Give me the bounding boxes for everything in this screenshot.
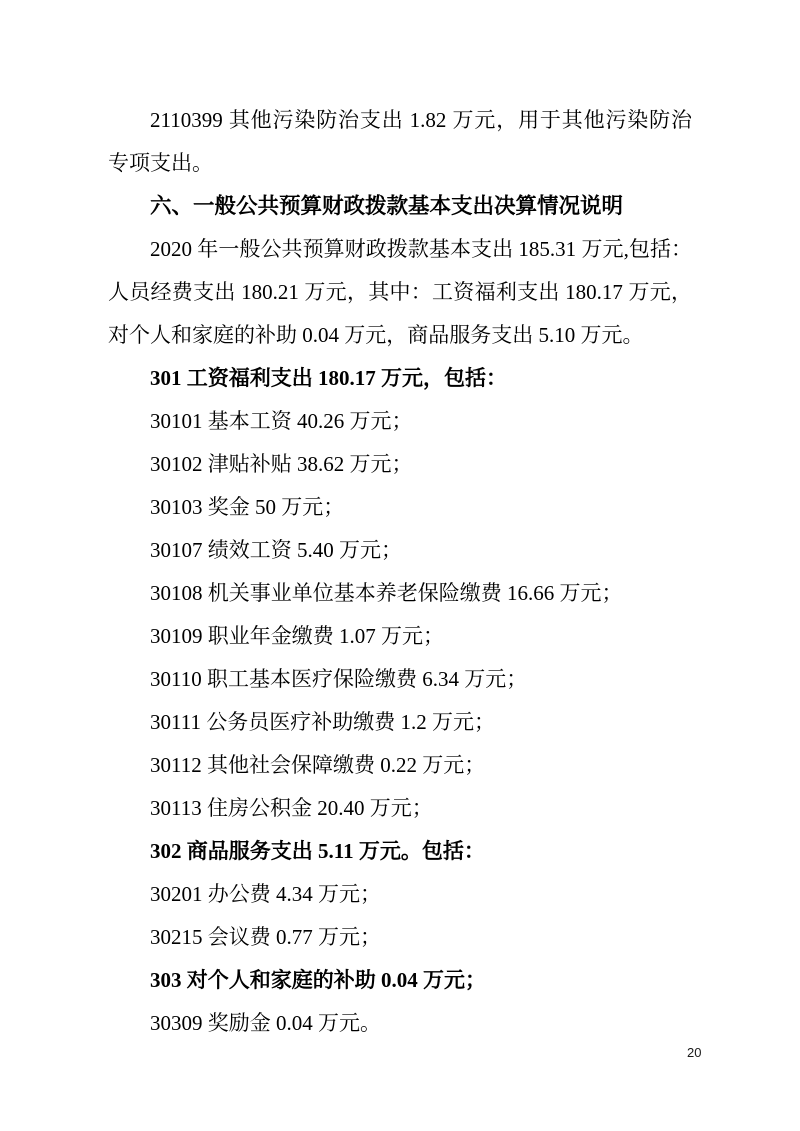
- list-item-30102: 30102 津贴补贴 38.62 万元；: [150, 452, 413, 476]
- list-item-30201: 30201 办公费 4.34 万元；: [150, 882, 381, 906]
- list-item-303: 303 对个人和家庭的补助 0.04 万元；: [150, 968, 486, 992]
- list-item-30309: 30309 奖励金 0.04 万元。: [150, 1011, 381, 1035]
- list-item-30215: 30215 会议费 0.77 万元；: [150, 925, 381, 949]
- list-item-30107: 30107 绩效工资 5.40 万元；: [150, 538, 402, 562]
- paragraph-detail-2110399: 2110399 其他污染防治支出 1.82 万元，用于其他污染防治专项支出。: [108, 108, 692, 175]
- list-item-30111: 30111 公务员医疗补助缴费 1.2 万元；: [150, 710, 495, 734]
- page-number: 20: [687, 1045, 702, 1060]
- list-item-30110: 30110 职工基本医疗保险缴费 6.34 万元；: [150, 667, 528, 691]
- list-item-30113: 30113 住房公积金 20.40 万元；: [150, 796, 433, 820]
- list-item-30101: 30101 基本工资 40.26 万元；: [150, 409, 413, 433]
- paragraph-basic-expenditure-summary: 2020 年一般公共预算财政拨款基本支出 185.31 万元,包括：人员经费支出 180.21 万元，其中：工资福利支出 180.17 万元，对个人和家庭的补助 0.04 万元，商品服务支出 5.10 万元。: [108, 237, 692, 347]
- list-item-30108: 30108 机关事业单位基本养老保险缴费 16.66 万元；: [150, 581, 623, 605]
- list-item-30103: 30103 奖金 50 万元；: [150, 495, 345, 519]
- list-item-302: 302 商品服务支出 5.11 万元。包括：: [150, 839, 485, 863]
- list-item-301: 301 工资福利支出 180.17 万元，包括：: [150, 366, 507, 390]
- section-heading-six: 六、一般公共预算财政拨款基本支出决算情况说明: [150, 194, 624, 218]
- list-item-30112: 30112 其他社会保障缴费 0.22 万元；: [150, 753, 486, 777]
- list-item-30109: 30109 职业年金缴费 1.07 万元；: [150, 624, 444, 648]
